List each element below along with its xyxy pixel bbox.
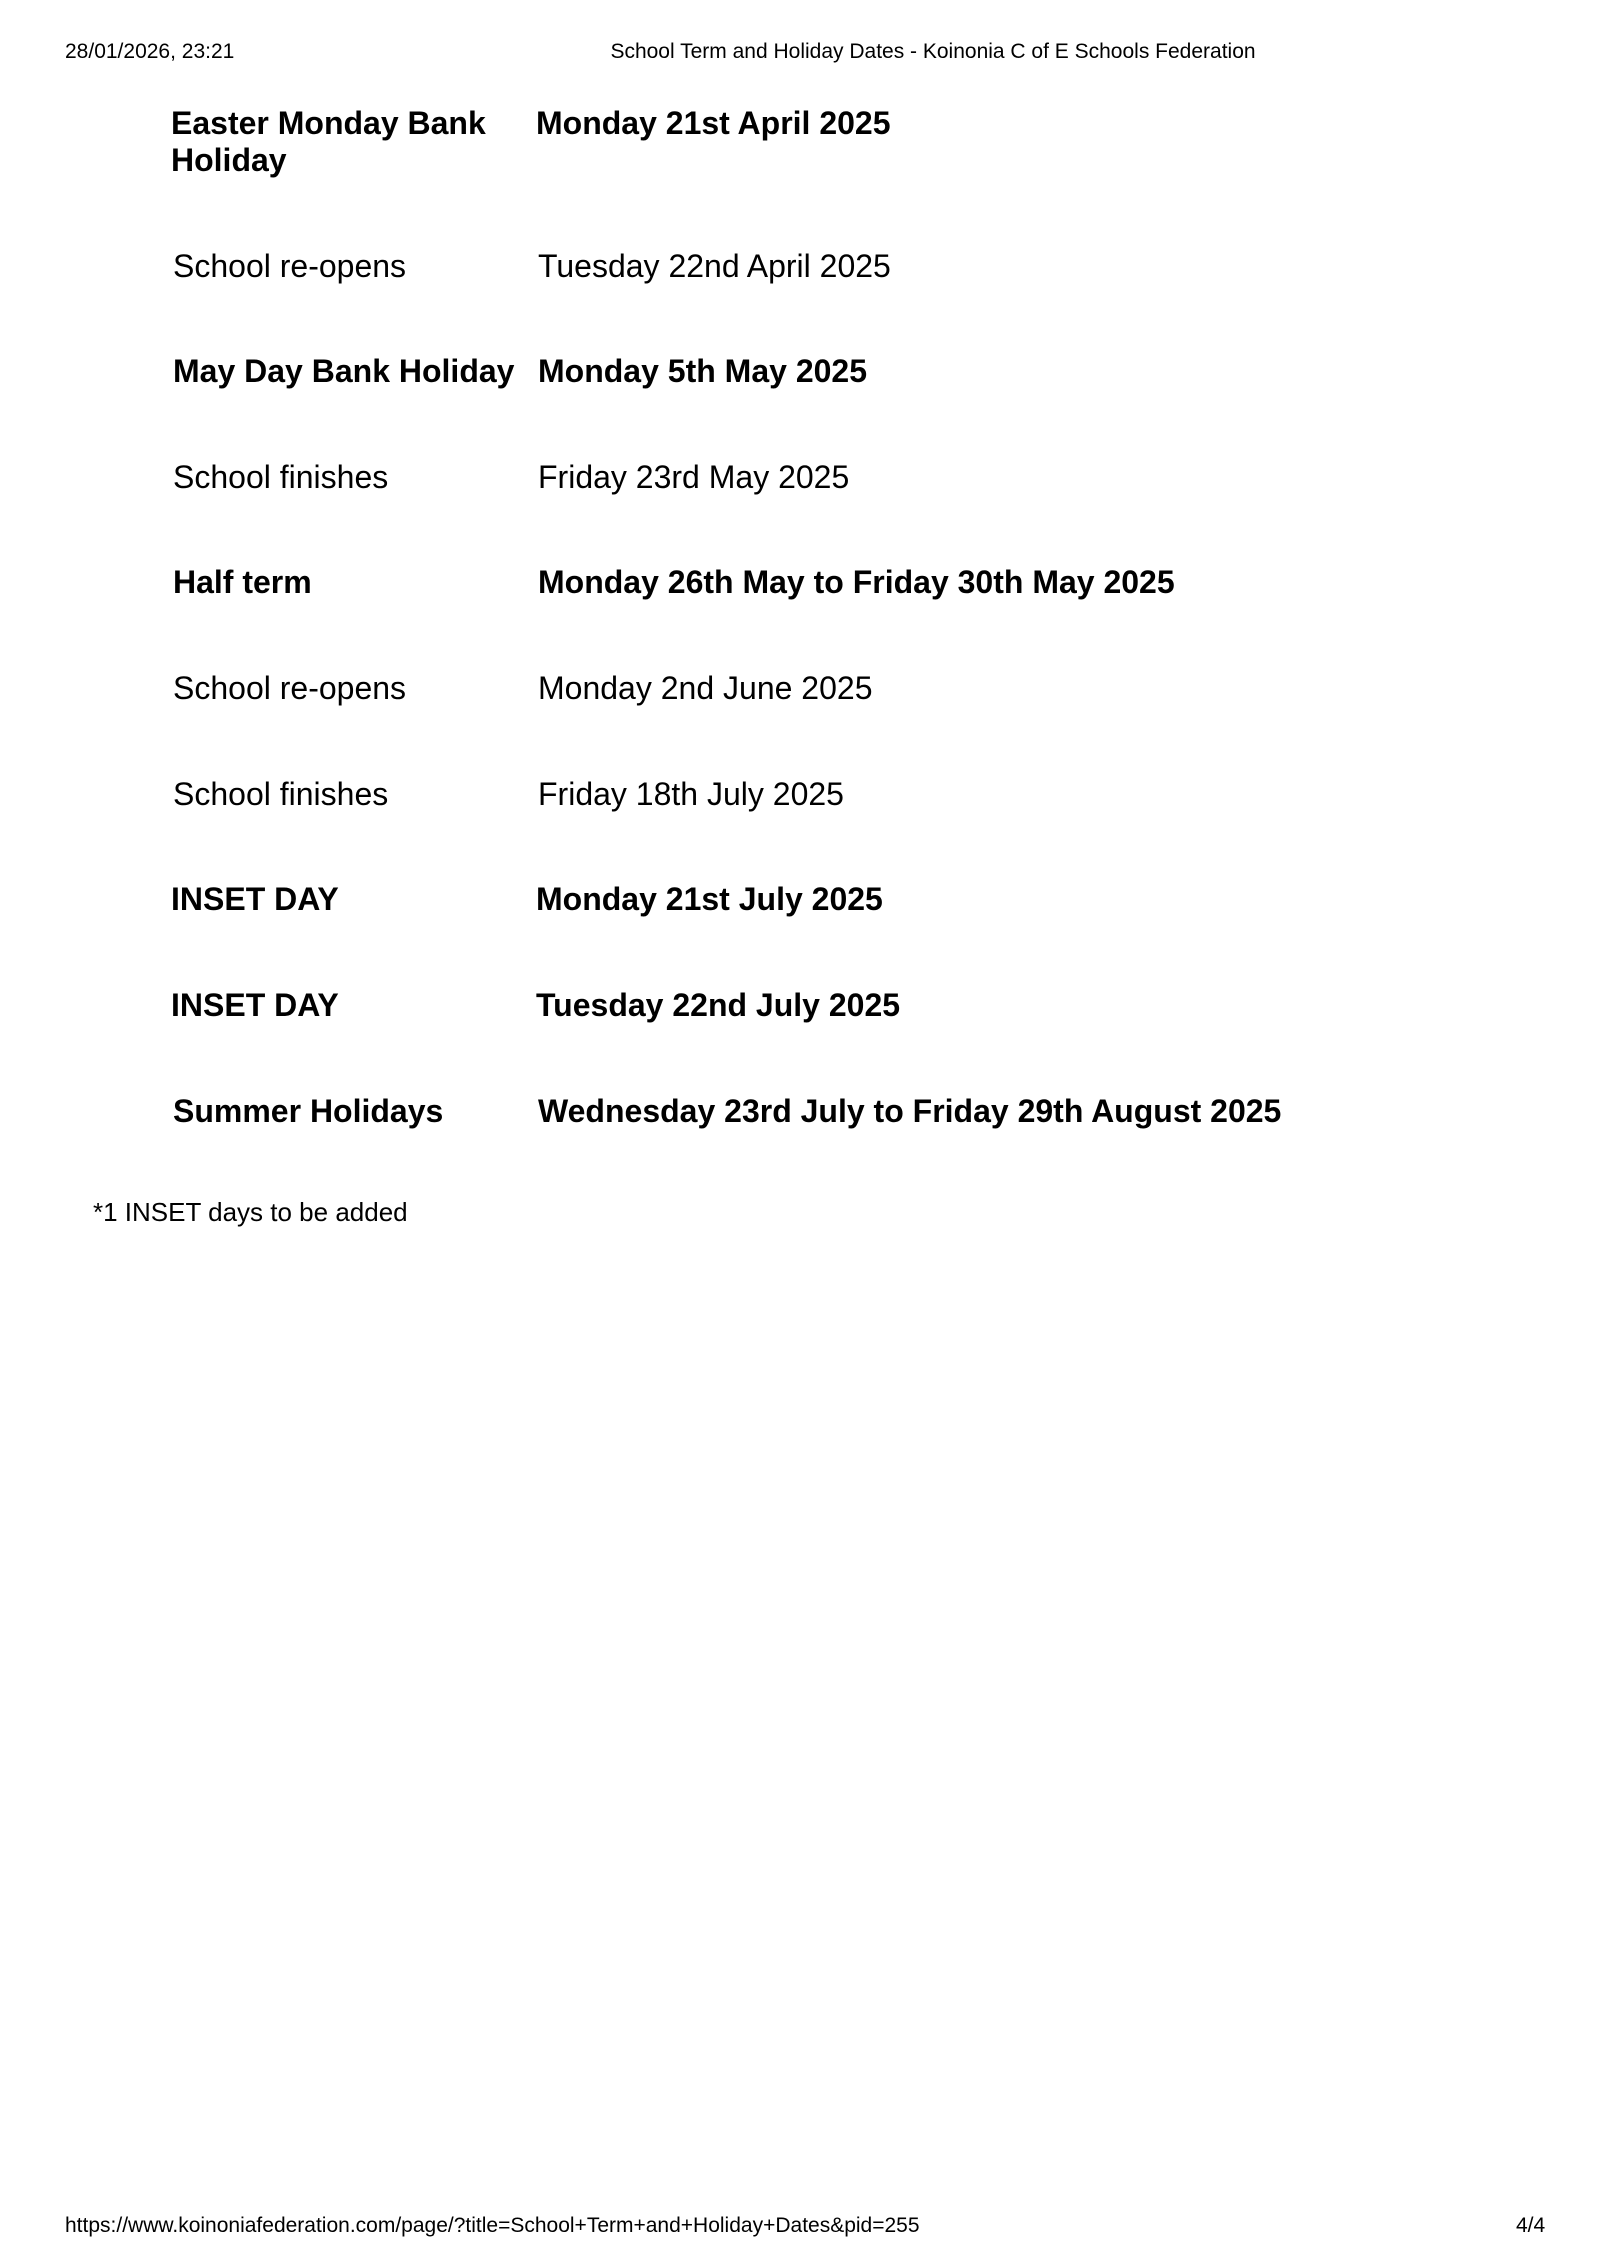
row-date: Monday 5th May 2025	[538, 353, 867, 389]
row-date: Monday 21st July 2025	[536, 881, 883, 917]
row-label: INSET DAY	[171, 881, 339, 917]
row-date: Monday 2nd June 2025	[538, 670, 873, 706]
row-label: Half term	[173, 564, 312, 600]
table-row	[0, 881, 1600, 941]
table-row	[0, 1093, 1600, 1153]
row-date: Tuesday 22nd July 2025	[536, 987, 901, 1023]
table-row	[0, 776, 1600, 836]
row-date: Friday 23rd May 2025	[538, 459, 850, 495]
page-number: 4/4	[1516, 2214, 1546, 2237]
table-row	[0, 105, 1600, 178]
row-date: Friday 18th July 2025	[538, 776, 844, 812]
row-label: INSET DAY	[171, 987, 339, 1023]
row-label: School re-opens	[173, 670, 407, 706]
print-page-title: School Term and Holiday Dates - Koinonia C of E Schools Federation	[610, 40, 1256, 63]
table-row	[0, 248, 1600, 308]
row-label: Easter Monday Bank Holiday	[171, 105, 486, 178]
row-date: Tuesday 22nd April 2025	[538, 248, 891, 284]
print-datetime: 28/01/2026, 23:21	[65, 40, 235, 63]
row-date: Wednesday 23rd July to Friday 29th August 2025	[538, 1093, 1282, 1129]
row-label: School finishes	[173, 459, 389, 495]
row-date: Monday 26th May to Friday 30th May 2025	[538, 564, 1175, 600]
table-row	[0, 564, 1600, 624]
table-row	[0, 459, 1600, 519]
row-date: Monday 21st April 2025	[536, 105, 891, 141]
row-label: School re-opens	[173, 248, 407, 284]
page-url: https://www.koinoniafederation.com/page/?title=School+Term+and+Holiday+Dates&pid=255	[65, 2214, 920, 2237]
table-row	[0, 987, 1600, 1047]
row-label: Summer Holidays	[173, 1093, 444, 1129]
table-row	[0, 353, 1600, 413]
row-label: School finishes	[173, 776, 389, 812]
footnote: *1 INSET days to be added	[93, 1197, 408, 1227]
row-label: May Day Bank Holiday	[173, 353, 515, 389]
table-row	[0, 670, 1600, 730]
